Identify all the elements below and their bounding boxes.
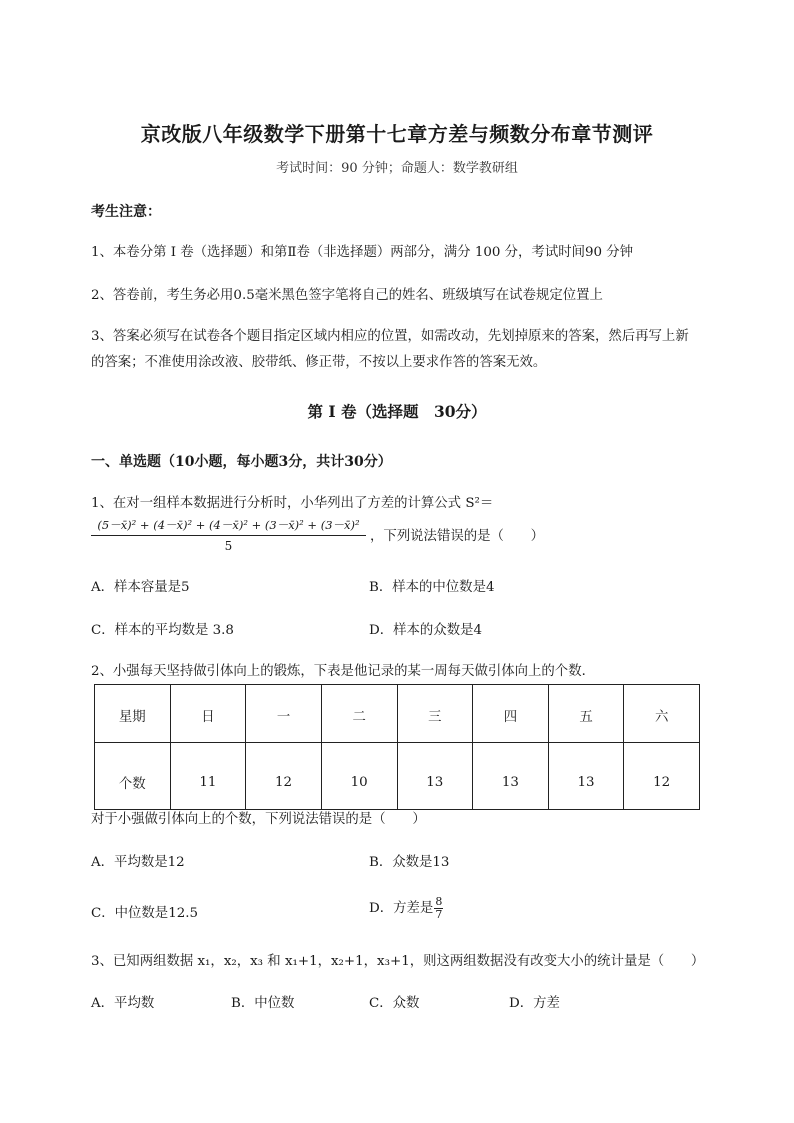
fraction-numerator: 8 xyxy=(435,895,443,908)
question-1-rest: ，下列说法错误的是（ ） xyxy=(370,529,545,544)
notice-item: 3、答案必须写在试卷各个题目指定区域内相应的位置，如需改动，先划掉原来的答案，然后再写上新 xyxy=(91,329,689,344)
notice-item: 1、本卷分第 I 卷（选择题）和第Ⅱ卷（非选择题）两部分，满分 100 分，考试时间90 分钟 xyxy=(91,245,634,260)
notice-item-continued: 的答案；不准使用涂改液、胶带纸、修正带，不按以上要求作答的答案无效。 xyxy=(91,355,547,370)
table-cell: 三 xyxy=(397,685,473,743)
table-cell: 10 xyxy=(321,743,397,810)
table-row xyxy=(95,743,700,810)
q2-option-d-label: D．方差是 xyxy=(369,901,434,916)
notice-item: 2、答卷前，考生务必用0.5毫米黑色签字笔将自己的姓名、班级填写在试卷规定位置上 xyxy=(91,288,603,303)
table-cell: 个数 xyxy=(95,743,171,810)
q1-option-a[interactable]: A．样本容量是5 xyxy=(91,580,190,595)
part-title: 一、单选题（10小题，每小题3分，共计30分） xyxy=(91,454,392,470)
question-2-stem: 2、小强每天坚持做引体向上的锻炼，下表是他记录的某一周每天做引体向上的个数． xyxy=(91,664,595,679)
q2-option-c[interactable]: C．中位数是12.5 xyxy=(91,906,199,921)
q3-option-c[interactable]: C．众数 xyxy=(369,996,420,1011)
table-cell: 13 xyxy=(473,743,549,810)
question-1-stem: 1、在对一组样本数据进行分析时，小华列出了方差的计算公式 S²＝ xyxy=(91,496,494,511)
pullup-table xyxy=(94,684,700,810)
table-cell: 日 xyxy=(170,685,246,743)
table-cell: 二 xyxy=(321,685,397,743)
table-cell: 11 xyxy=(170,743,246,810)
q3-option-a[interactable]: A．平均数 xyxy=(91,996,155,1011)
table-header-row xyxy=(95,685,700,743)
table-cell: 五 xyxy=(548,685,624,743)
variance-formula xyxy=(91,517,366,553)
notice-title: 考生注意： xyxy=(91,204,161,220)
q1-option-b[interactable]: B．样本的中位数是4 xyxy=(369,580,495,595)
fraction-denominator: 7 xyxy=(435,908,443,921)
q3-option-d[interactable]: D．方差 xyxy=(509,996,560,1011)
table-cell: 13 xyxy=(548,743,624,810)
q2-option-d[interactable] xyxy=(369,896,443,921)
table-cell: 四 xyxy=(473,685,549,743)
q2-option-a[interactable]: A．平均数是12 xyxy=(91,855,185,870)
formula-denominator: 5 xyxy=(224,539,233,553)
table-cell: 12 xyxy=(246,743,322,810)
page-title: 京改版八年级数学下册第十七章方差与频数分布章节测评 xyxy=(140,122,654,146)
table-cell: 星期 xyxy=(95,685,171,743)
question-3-stem: 3、已知两组数据 x₁，x₂，x₃ 和 x₁+1，x₂+1，x₃+1，则这两组数据没有改变大小的统计量是（ ） xyxy=(91,954,705,969)
question-2-prompt: 对于小强做引体向上的个数，下列说法错误的是（ ） xyxy=(91,812,426,827)
q2-option-b[interactable]: B．众数是13 xyxy=(369,855,450,870)
fraction-eight-sevenths xyxy=(434,896,443,921)
table-cell: 12 xyxy=(624,743,700,810)
table-cell: 六 xyxy=(624,685,700,743)
q1-option-c[interactable]: C．样本的平均数是 3.8 xyxy=(91,623,234,638)
table-cell: 一 xyxy=(246,685,322,743)
table-cell: 13 xyxy=(397,743,473,810)
q3-option-b[interactable]: B．中位数 xyxy=(231,996,295,1011)
q1-option-d[interactable]: D．样本的众数是4 xyxy=(369,623,482,638)
formula-numerator: (5－x̄)² + (4－x̄)² + (4－x̄)² + (3－x̄)² + (3－x̄)² xyxy=(91,517,366,536)
section-title: 第 I 卷（选择题 30分） xyxy=(307,402,487,421)
page-subtitle: 考试时间：90 分钟；命题人：数学教研组 xyxy=(276,161,518,176)
